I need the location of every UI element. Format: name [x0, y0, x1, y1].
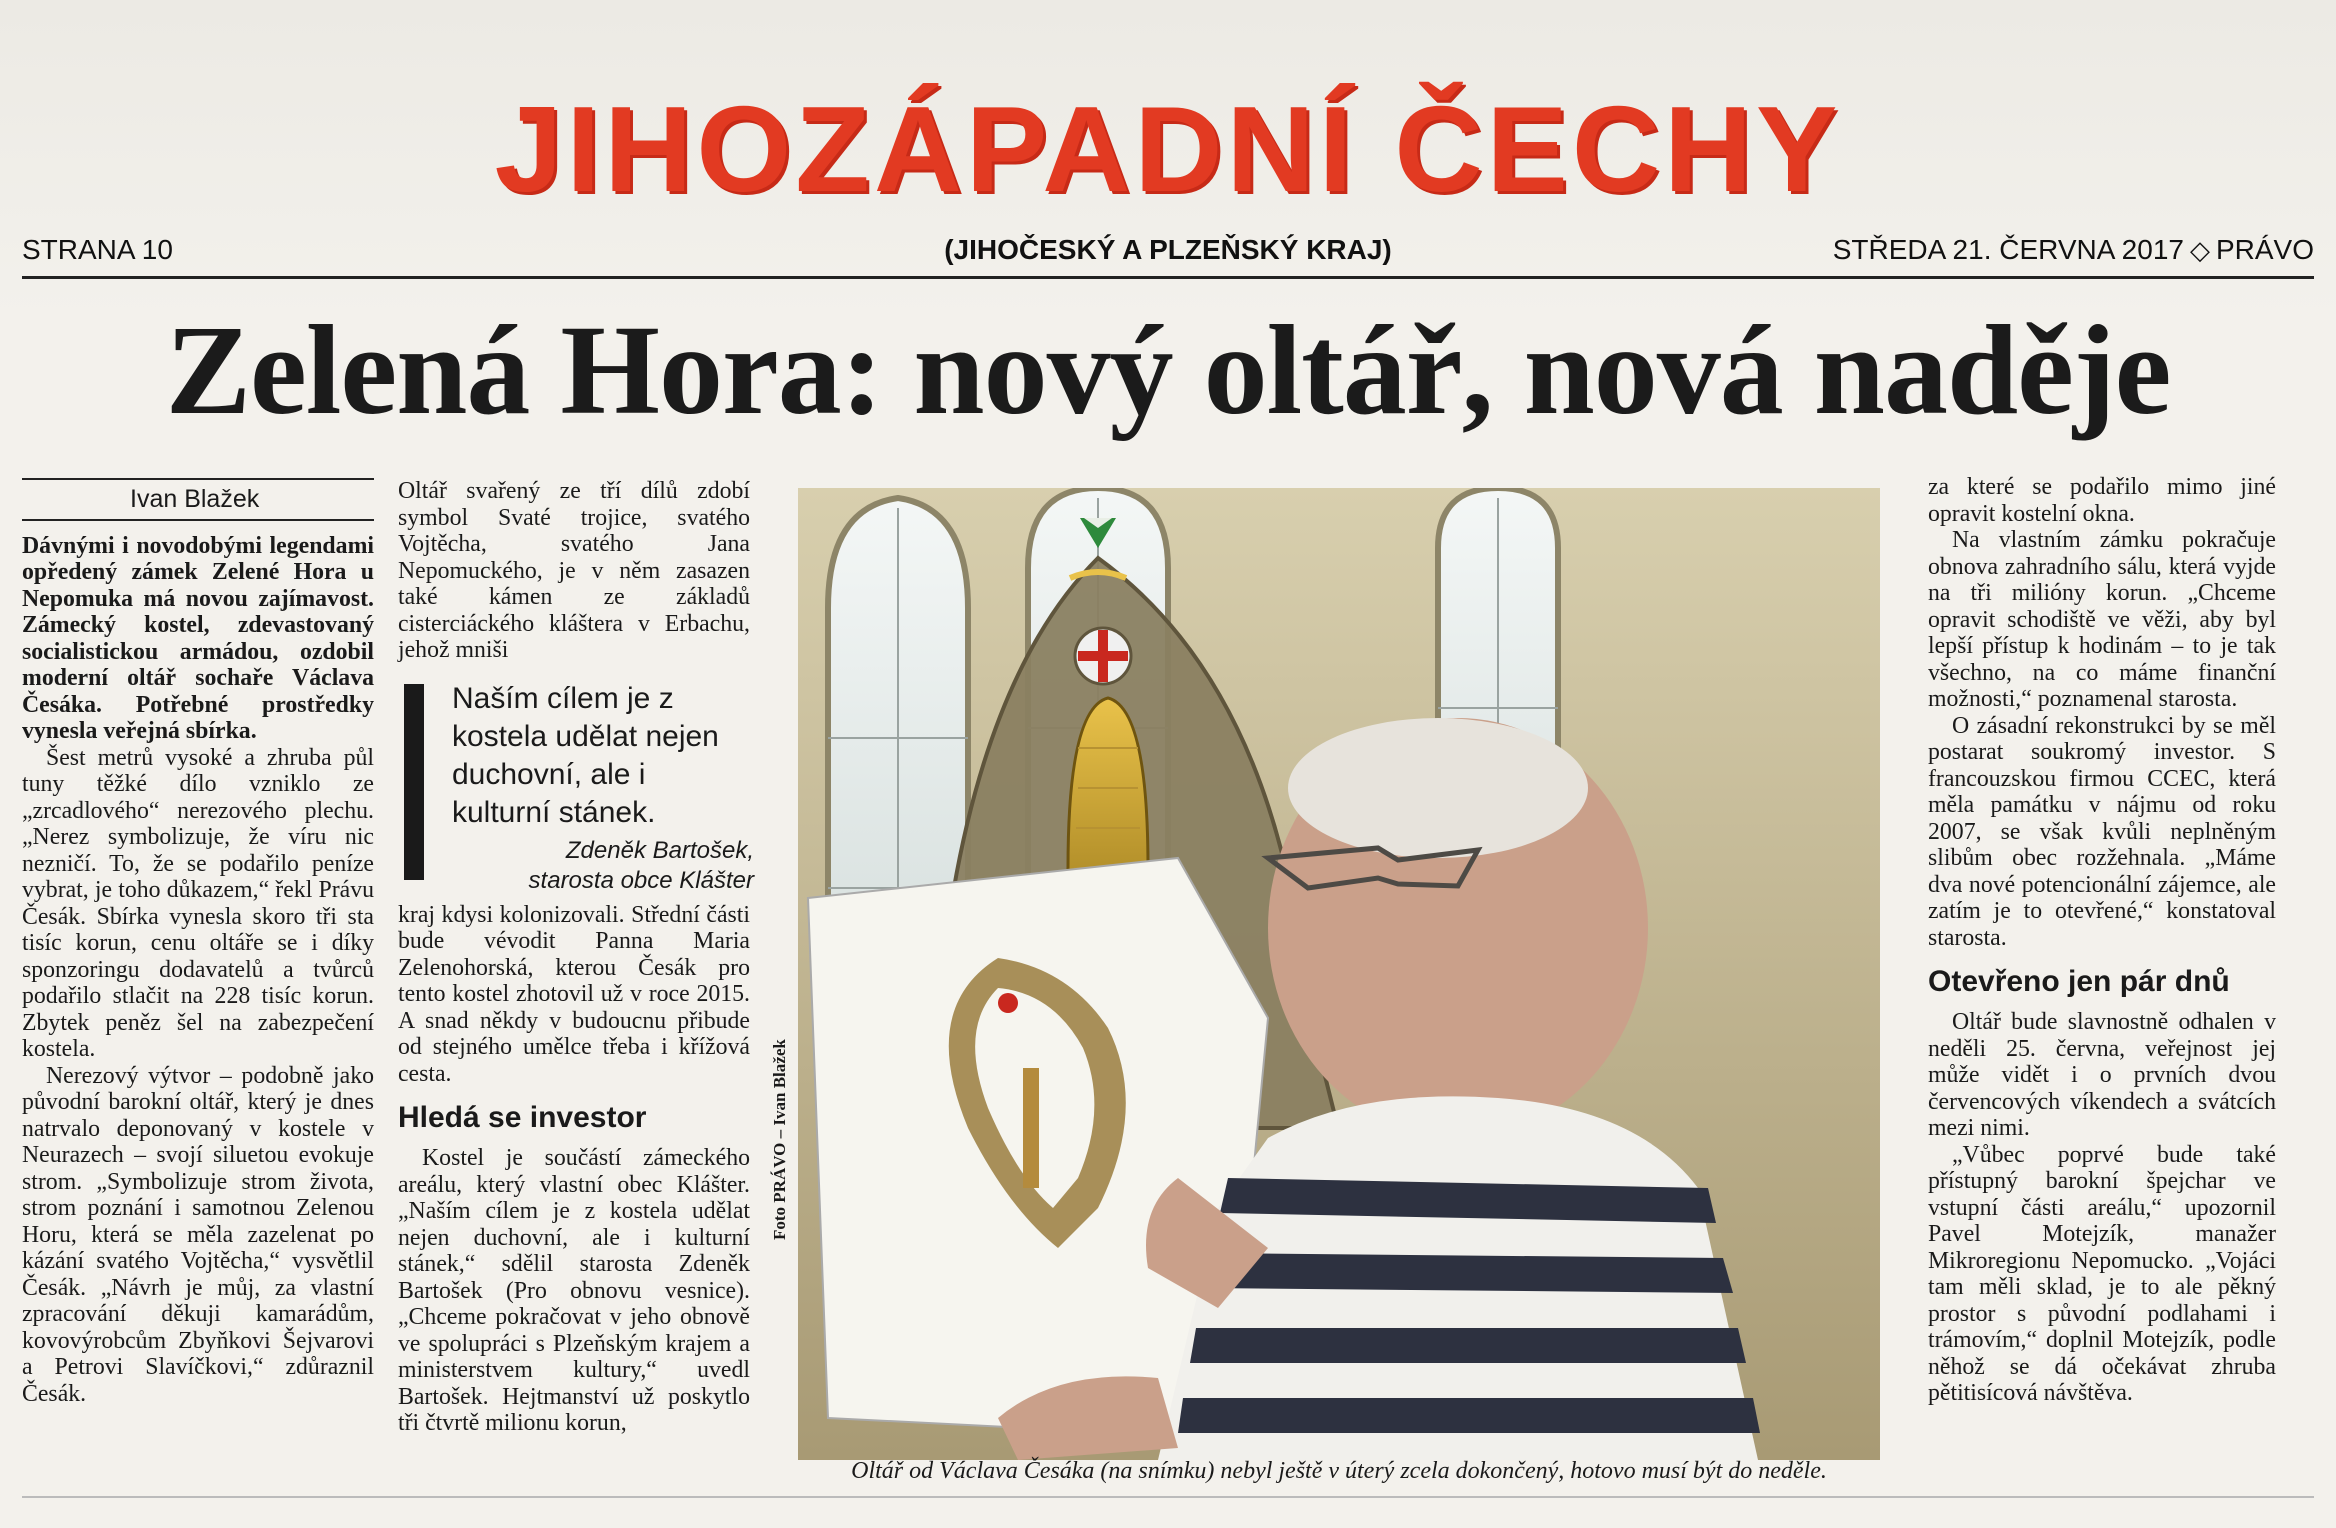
subheading-investor: Hledá se investor [398, 1101, 647, 1134]
article-headline: Zelená Hora: nový oltář, nová naděje [165, 299, 2171, 441]
date-line [1833, 234, 2314, 266]
photo-credit: Foto PRÁVO – Ivan Blažek [770, 1039, 789, 1240]
bottom-rule [22, 1496, 2314, 1498]
paragraph: Oltář bude slavnostně odhalen v neděli 25. června, veřejnost jej může vidět i o prvních dvou červencových víkendech a svátcích mezi nimi. [1928, 1009, 2276, 1141]
quote-author-role: starosta obce Klášter [528, 867, 754, 894]
masthead-rule [22, 276, 2314, 279]
quote-text: Naším cílem je z kostela udělat nejen duchovní, ale i kulturní stánek. [452, 682, 719, 829]
masthead-info-row [22, 234, 2314, 274]
paragraph: Na vlastním zámku pokračuje obnova zahradního sálu, která vyjde na tři milióny korun. „Chceme opravit schodiště ve věži, aby byl lepší přístup k hodinám – to je tak všechno, na co máme finanční možnosti,“ poznamenal starosta. [1928, 527, 2276, 712]
quote-author: Zdeněk Bartošek, [565, 837, 754, 864]
photo-caption: Oltář od Václava Česáka (na snímku) nebyl ještě v úterý zcela dokončený, hotovo musí být do neděle. [851, 1458, 1827, 1484]
page-number: STRANA 10 [22, 234, 173, 265]
diamond-icon: ◇ [2189, 235, 2210, 265]
article-column-2 [398, 478, 750, 1437]
paragraph: Oltář svařený ze tří dílů zdobí symbol Svaté trojice, svatého Vojtěcha, svatého Jana Nepomuckého, je v něm zasazen také kámen ze základů cisterciáckého kláštera v Erbachu, jehož mniši [398, 478, 750, 663]
paragraph: „Vůbec poprvé bude také přístupný barokní špejchar ve vstupní části areálu,“ upozornil Pavel Motejzík, manažer Mikroregionu Nepomucko. „Vojáci tam měli sklad, je to ale pěkný prostor s původní podlahami i trámovím,“ doplnil Motejzík, podle něhož se dá očekávat zhruba pětitisícová návštěva. [1928, 1141, 2276, 1406]
article-photo [798, 488, 1880, 1460]
paper-name: PRÁVO [2215, 234, 2314, 265]
photo-illustration [798, 488, 1880, 1460]
issue-date: STŘEDA 21. ČERVNA 2017 [1832, 234, 2184, 265]
byline: Ivan Blažek [22, 478, 374, 521]
pull-quote [404, 672, 754, 908]
paragraph: za které se podařilo mimo jiné opravit kostelní okna. [1928, 474, 2276, 527]
quote-author-block [529, 836, 754, 896]
paragraph: Šest metrů vysoké a zhruba půl tuny těžké dílo vzniklo ze „zrcadlového“ nerezového plechu. „Nerez symbolizuje, že víru nic nezničí. To, že se podařilo peníze vybrat, je toho důkazem,“ řekl Právu Česák. Sbírka vynesla skoro tři sta tisíc korun, cenu oltáře se i díky sponzoringu dodavatelů a tvůrců podařilo stlačit na 228 tisíc korun. Zbytek peněz šel na zabezpečení kostela. [22, 744, 374, 1062]
subheading-opening: Otevřeno jen pár dnů [1928, 965, 2230, 998]
paragraph: Nerezový výtvor – podobně jako původní barokní oltář, který je dnes natrvalo deponovaný v kostele v Neurazech – svojí siluetou evokuje strom. „Symbolizuje strom života, strom poznání i samotnou Zelenou Horu, která se měla zazelenat po kázání svatého Vojtěcha,“ vysvětlil Česák. „Návrh je můj, za vlastní zpracování děkuji kamarádům, kovovýrobcům Zbyňkovi Šejvarovi a Petrovi Slavíčkovi,“ zdůraznil Česák. [22, 1062, 374, 1407]
paragraph: O zásadní rekonstrukci by se měl postarat soukromý investor. S francouzskou firmou CCEC, která měla památku v nájmu od roku 2007, se však kvůli neplněným slibům obec rozžehnala. „Máme dva nové potencionální zájemce, ale zatím je to otevřené,“ konstatoval starosta. [1928, 712, 2276, 951]
article-lead: Dávnými i novodobými legendami opředený zámek Zelené Hora u Nepomuka má novou zajímavost. Zámecký kostel, zdevastovaný socialistickou armádou, ozdobil moderní oltář sochaře Václava Česáka. Potřebné prostředky vynesla veřejná sbírka. [22, 532, 374, 744]
article-column-1 [22, 478, 374, 1407]
region-label: (JIHOČESKÝ A PLZEŇSKÝ KRAJ) [944, 234, 1392, 265]
masthead-title: JIHOZÁPADNÍ ČECHY [494, 81, 1842, 217]
quote-bar [404, 684, 424, 880]
article-column-3 [1928, 474, 2276, 1407]
paragraph: Kostel je součástí zámeckého areálu, který vlastní obec Klášter. „Naším cílem je z kostela udělat nejen duchovní, ale i kulturní stánek,“ sdělil starosta Zdeněk Bartošek (Pro obnovu vesnice). „Chceme pokračovat v jeho obnově ve spolupráci s Plzeňským krajem a ministerstvem kultury,“ uvedl Bartošek. Hejtmanství už poskytlo tři čtvrtě milionu korun, [398, 1145, 750, 1436]
paragraph: kraj kdysi kolonizovali. Střední části bude vévodit Panna Maria Zelenohorská, kterou Česák pro tento kostel zhotovil už v roce 2015. A snad někdy v budoucnu přibude od stejného umělce třeba i křížová cesta. [398, 901, 750, 1087]
